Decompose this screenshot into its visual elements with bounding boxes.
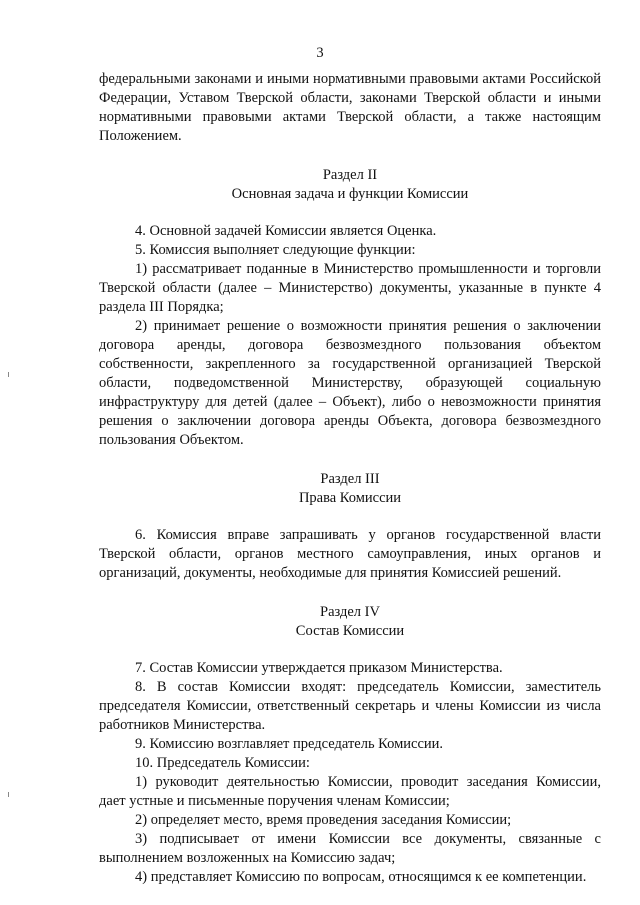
scan-margin-mark [8,372,9,377]
section-3-heading: Раздел III [320,471,380,487]
paragraph-10: 10. Председатель Комиссии: [135,755,310,771]
document-body [99,70,601,887]
paragraph-5-item-1: 1) рассматривает поданные в Министерство промышленности и торговли Тверской области (далее – Министерство) документы, указанные в пункте 4 раздела III Порядка; [99,261,601,315]
paragraph-10-item-3: 3) подписывает от имени Комиссии все документы, связанные с выполнением возложенных на Комиссию задач; [99,831,601,866]
paragraph-8: 8. В состав Комиссии входят: председатель Комиссии, заместитель председателя Комиссии, ответственный секретарь и члены Комиссии из числа работников Министерства. [99,679,601,733]
section-2-title: Основная задача и функции Комиссии [231,186,469,202]
scan-margin-mark [8,792,9,797]
paragraph-10-item-2: 2) определяет место, время проведения заседания Комиссии; [135,812,512,828]
section-3-title: Права Комиссии [298,490,402,506]
paragraph-5: 5. Комиссия выполняет следующие функции: [135,242,416,258]
paragraph-5-item-2: 2) принимает решение о возможности принятия решения о заключении договора аренды, договора безвозмездного пользования объектом собственности, закрепленного за государственной организацией Тверской области, подведомственной Министерству, образующей социальную инфраструктуру для детей (далее – Объект), либо о невозможности принятия решения о заключении договора аренды Объекта, договора безвозмездного пользования Объектом. [99,318,601,448]
section-4-heading: Раздел IV [320,604,380,620]
section-4-title: Состав Комиссии [295,623,405,639]
paragraph-10-item-1: 1) руководит деятельностью Комиссии, проводит заседания Комиссии, дает устные и письменные поручения членам Комиссии; [99,774,601,809]
paragraph-9: 9. Комиссию возглавляет председатель Комиссии. [135,736,444,752]
intro-paragraph: федеральными законами и иными нормативными правовыми актами Российской Федерации, Уставом Тверской области, законами Тверской области и иными нормативными правовыми актами Тверской области, а также настоящим Положением. [99,71,601,144]
paragraph-10-item-4: 4) представляет Комиссию по вопросам, относящимся к ее компетенции. [135,869,587,885]
section-2-heading: Раздел II [322,167,378,183]
paragraph-6: 6. Комиссия вправе запрашивать у органов государственной власти Тверской области, органов местного самоуправления, иных органов и организаций, документы, необходимые для принятия Комиссией решений. [99,527,601,581]
page-number: 3 [316,45,324,61]
paragraph-4: 4. Основной задачей Комиссии является Оценка. [135,223,437,239]
paragraph-7: 7. Состав Комиссии утверждается приказом Министерства. [135,660,503,676]
